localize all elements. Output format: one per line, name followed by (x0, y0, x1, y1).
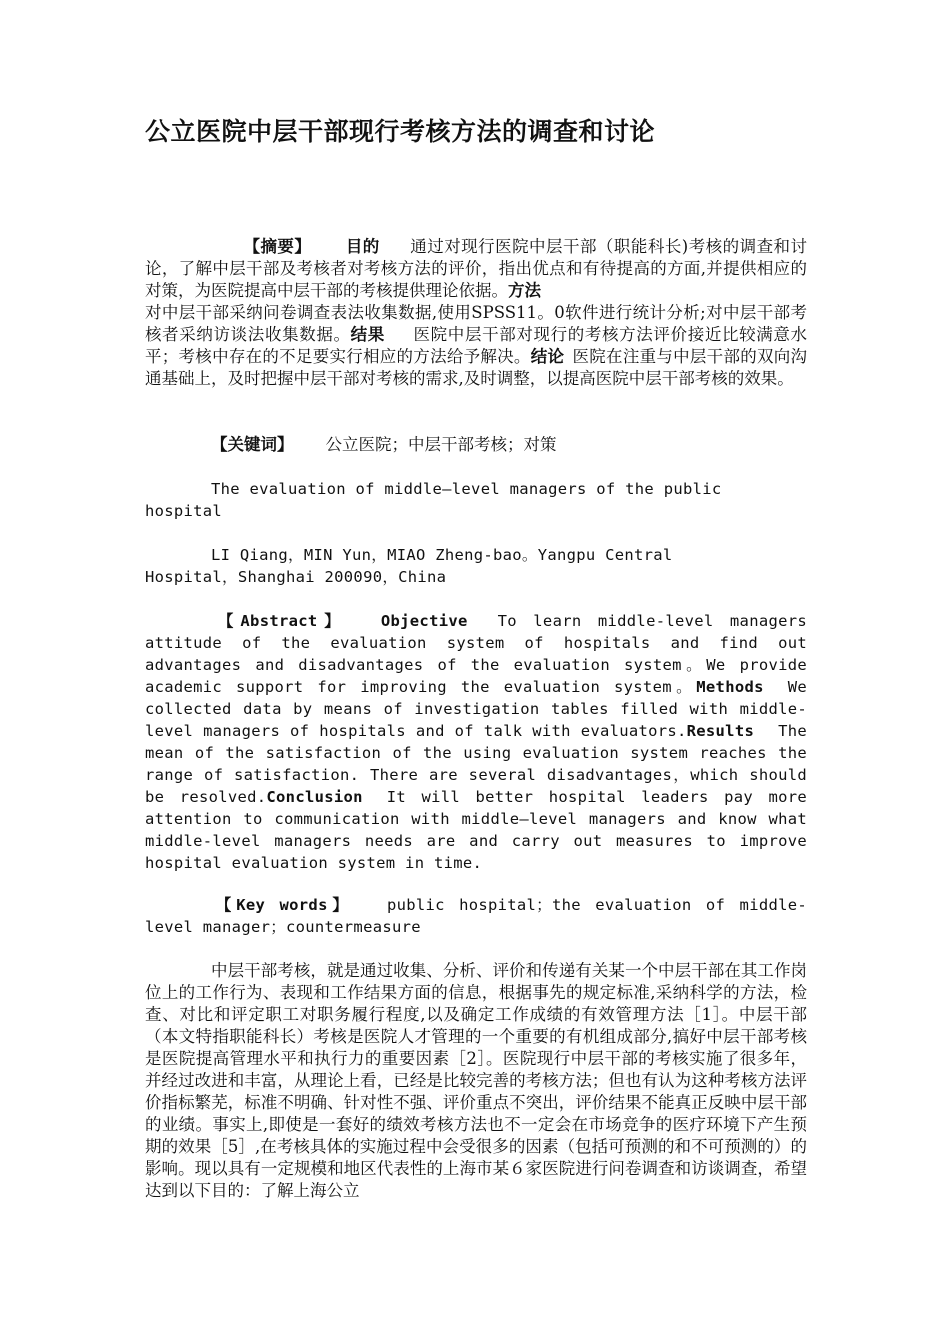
methods-text: 对中层干部采纳问卷调查表法收集数据,使用SPSS11。0软件进行统计分析;对中层干部考核者采纳访谈法收集数据。 (145, 303, 807, 344)
body-paragraph-text: 中层干部考核，就是通过收集、分析、评价和传递有关某一个中层干部在其工作岗位上的工作行为、表现和工作结果方面的信息，根据事先的规定标准,采纳科学的方法，检查、对比和评定职工对职务履行程度,以及确定工作成绩的有效管理方法［1］。中层干部（本文特指职能科长）考核是医院人才管理的一个重要的有机组成部分,搞好中层干部考核是医院提高管理水平和执行力的重要因素［2］。医院现行中层干部的考核实施了很多年，并经过改进和丰富，从理论上看，已经是比较完善的考核方法；但也有认为这种考核方法评价指标繁芜，标准不明确、针对性不强、评价重点不突出，评价结果不能真正反映中层干部的业绩。事实上,即使是一套好的绩效考核方法也不一定会在市场竞争的医疗环境下产生预期的效果［5］,在考核具体的实施过程中会受很多的因素（包括可预测的和不可预测的）的影响。现以具有一定规模和地区代表性的上海市某６家医院进行问卷调查和访谈调查，希望达到以下目的：了解上海公立 (145, 961, 807, 1200)
objective-en-label: Objective (380, 612, 468, 630)
objective-label: 目的 (345, 237, 380, 256)
authors-text: LI Qiang，MIN Yun，MIAO Zheng-bao。Yangpu Central Hospital，Shanghai 200090，China (145, 546, 673, 586)
keywords-en-label: 【Key words】 (211, 896, 353, 914)
conclusion-text: 医院在注重与中层干部的双向沟通基础上，及时把握中层干部对考核的需求,及时调整，以提高医院中层干部考核的效果。 (145, 347, 808, 388)
chinese-abstract (145, 236, 807, 390)
page-title: 公立医院中层干部现行考核方法的调查和讨论 (145, 117, 656, 146)
objective-text: 通过对现行医院中层干部（职能科长)考核的调查和讨论，了解中层干部及考核者对考核方法的评价，指出优点和有待提高的方面,并提供相应的对策，为医院提高中层干部的考核提供理论依据。 (145, 237, 808, 300)
conclusion-label: 结论 (530, 347, 565, 366)
methods-label: 方法 (508, 281, 541, 300)
keywords-label: 【关键词】 (211, 435, 294, 454)
methods-en-text: We collected data by means of investigation tables filled with middle-level managers of hospitals and of talk with evaluators. (145, 678, 807, 740)
methods-en-label: Methods (696, 678, 764, 696)
keywords-en-text: public hospital；the evaluation of middle-level manager；countermeasure (145, 896, 807, 936)
results-text: 医院中层干部对现行的考核方法评价接近比较满意水平；考核中存在的不足要实行相应的方法给予解决。 (145, 325, 808, 366)
english-title (145, 478, 745, 522)
english-keywords (145, 894, 807, 938)
english-title-text: The evaluation of middle—level managers of the public hospital (145, 480, 722, 520)
abstract-label: 【摘要】 (243, 237, 312, 256)
chinese-keywords (145, 434, 807, 456)
results-label: 结果 (350, 325, 385, 344)
results-en-text: The mean of the satisfaction of the using evaluation system reaches the range of satisfaction. There are several disadvantages，which should be resolved. (145, 722, 807, 806)
body-paragraph (145, 960, 807, 1202)
keywords-text: 公立医院；中层干部考核；对策 (325, 435, 557, 454)
conclusion-en-label: Conclusion (266, 788, 363, 806)
authors-affiliation (145, 544, 745, 588)
results-en-label: Results (686, 722, 755, 740)
abstract-en-label: 【Abstract】 (211, 612, 347, 630)
english-abstract (145, 610, 807, 874)
conclusion-en-text: It will better hospital leaders pay more attention to communication with middle—level managers and know what middle-level managers needs are and carry out measures to improve hospital evaluation system in time. (145, 788, 807, 872)
objective-en-text: To learn middle-level managers attitude of the evaluation system of hospitals and find out advantages and disadvantages of the evaluation system。We provide academic support for improving the evaluation system。 (145, 612, 807, 696)
